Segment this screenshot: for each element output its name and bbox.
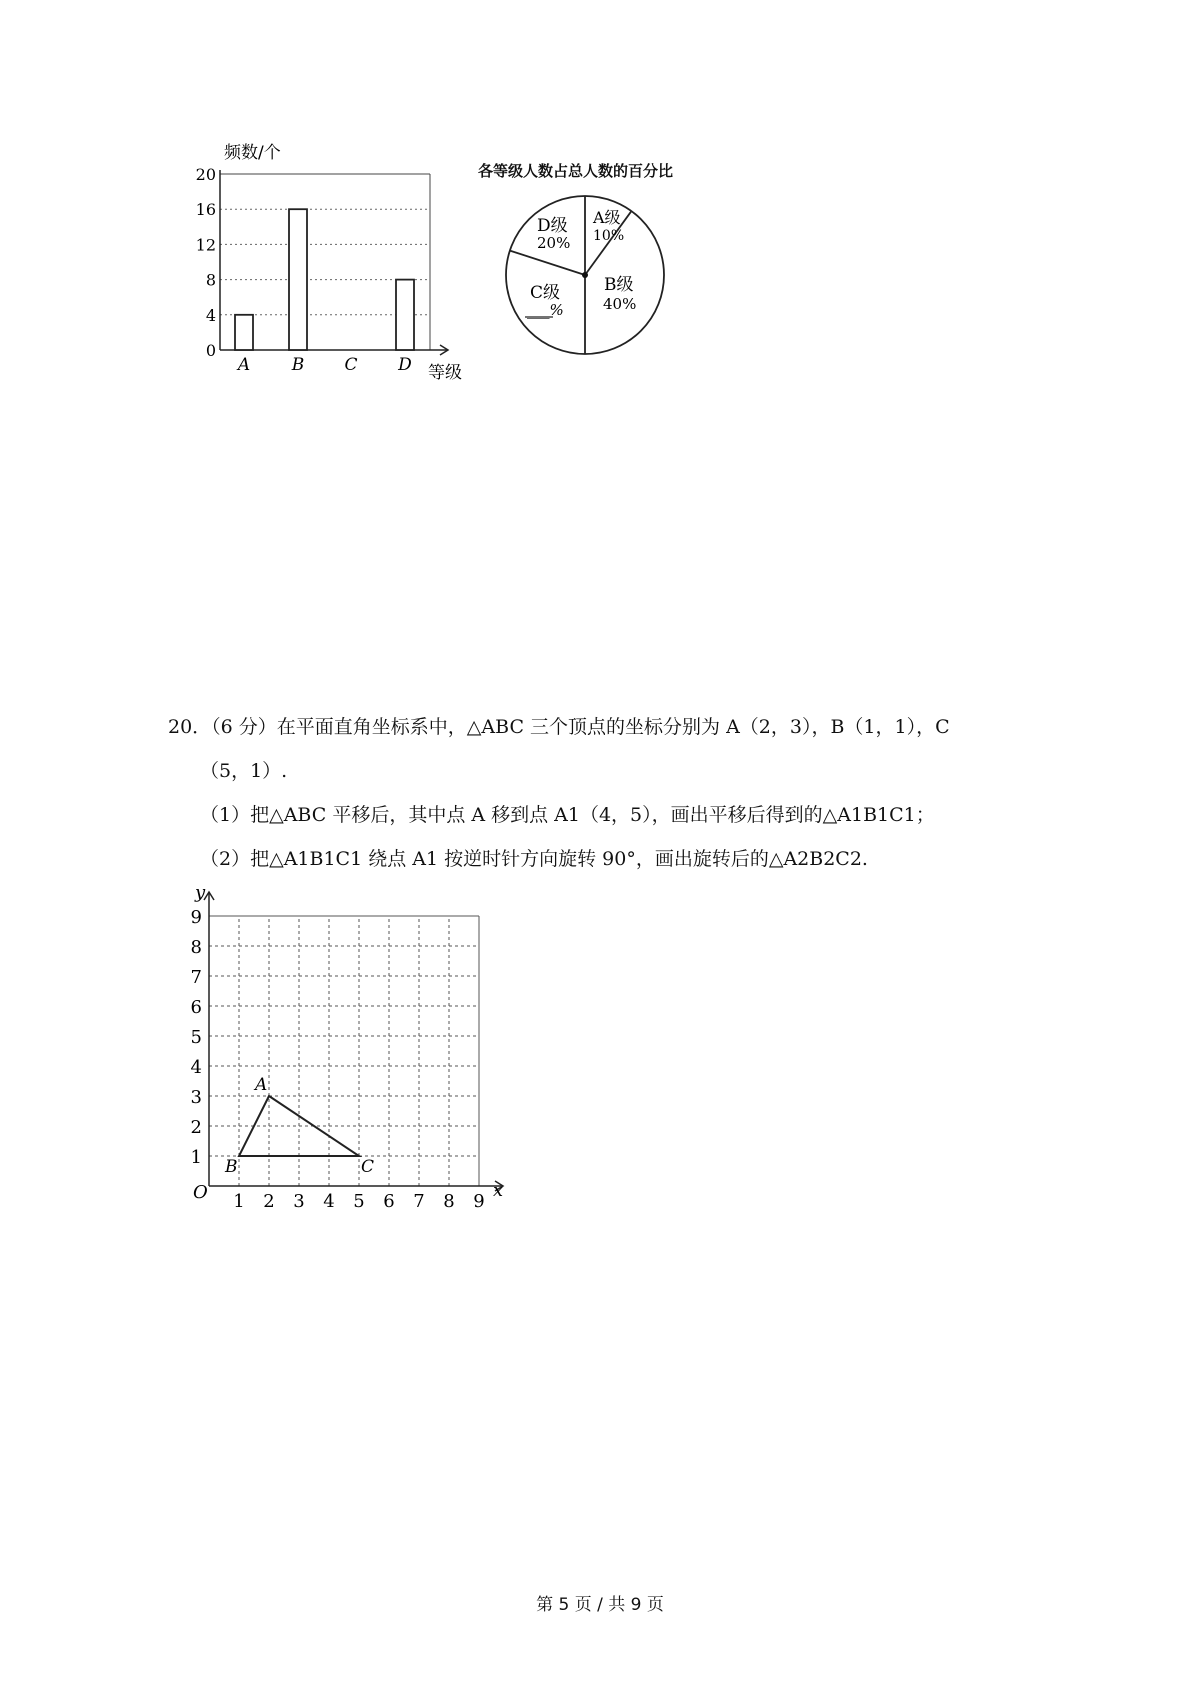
origin-label: O	[193, 1182, 208, 1203]
x-tick: 9	[473, 1191, 485, 1212]
pie-label-b-pct: 40%	[603, 295, 637, 313]
vertex-label-b: B	[225, 1157, 238, 1177]
pie-label-a-pct: 10%	[593, 228, 625, 244]
x-tick: 1	[233, 1191, 245, 1212]
x-tick: 5	[353, 1191, 365, 1212]
bar-x-tick-labels	[236, 355, 412, 375]
pie-label-c-name: C级	[530, 283, 561, 303]
bar-a	[235, 315, 253, 350]
y-tick: 9	[190, 907, 202, 928]
x-tick-labels	[233, 1191, 484, 1212]
question-line-2: （5，1）.	[200, 760, 288, 782]
pie-label-a-name: A级	[593, 208, 621, 227]
x-axis-label: x	[493, 1180, 504, 1201]
bar-d	[396, 280, 414, 350]
page-footer: 第 5 页 / 共 9 页	[536, 1595, 664, 1615]
x-tick: 7	[413, 1191, 425, 1212]
pie-label-d-pct: 20%	[537, 234, 571, 252]
x-tick: 6	[383, 1191, 395, 1212]
bar-y-tick: 4	[205, 305, 216, 325]
coordinate-grid	[185, 878, 525, 1218]
pie-label-b-name: B级	[604, 275, 634, 295]
bar-x-tick: D	[398, 355, 412, 375]
y-tick: 5	[190, 1027, 202, 1048]
bar-x-tick: A	[237, 355, 251, 375]
bar-y-tick: 16	[195, 200, 216, 220]
x-tick: 8	[443, 1191, 455, 1212]
y-tick: 4	[190, 1057, 202, 1078]
y-tick: 2	[190, 1117, 202, 1138]
x-tick: 4	[323, 1191, 335, 1212]
pie-label-c-pct: ___%	[527, 301, 564, 319]
bar-x-tick: B	[291, 355, 305, 375]
pie-center-dot	[582, 272, 588, 278]
pie-label-d-name: D级	[537, 216, 568, 236]
bar-x-tick: C	[344, 355, 358, 375]
pie-chart	[495, 185, 675, 365]
y-tick-labels	[191, 907, 202, 1168]
x-tick: 2	[263, 1191, 275, 1212]
bar-y-axis-label: 频数/个	[224, 143, 281, 163]
grid-axes	[204, 892, 503, 1191]
bar-y-tick: 8	[205, 270, 216, 290]
y-tick: 1	[190, 1147, 202, 1168]
question-line-1	[168, 712, 950, 739]
y-tick: 6	[190, 997, 202, 1018]
x-tick: 3	[293, 1191, 305, 1212]
bar-b	[289, 209, 307, 350]
vertex-label-a: A	[255, 1075, 268, 1095]
bar-y-tick: 20	[195, 165, 216, 184]
question-part-2: （2）把△A1B1C1 绕点 A1 按逆时针方向旋转 90°，画出旋转后的△A2B2C2.	[200, 848, 868, 870]
question-stem: 20．（6 分）在平面直角坐标系中，△ABC 三个顶点的坐标分别为 A（2，3），B（1，1），C	[168, 716, 950, 738]
bar-chart	[190, 140, 490, 390]
bar-y-tick: 0	[205, 341, 216, 360]
y-tick: 8	[190, 937, 202, 958]
bar-y-tick-labels	[196, 165, 216, 360]
bar-y-tick: 12	[195, 235, 216, 255]
y-axis-label: y	[195, 882, 206, 903]
bar-x-axis-label: 等级	[428, 363, 462, 383]
vertex-label-c: C	[361, 1157, 375, 1177]
y-tick: 7	[190, 967, 202, 988]
pie-chart-title: 各等级人数占总人数的百分比	[478, 162, 674, 180]
y-tick: 3	[190, 1087, 202, 1108]
question-part-1: （1）把△ABC 平移后，其中点 A 移到点 A1（4，5），画出平移后得到的△A1B1C1；	[200, 804, 935, 826]
